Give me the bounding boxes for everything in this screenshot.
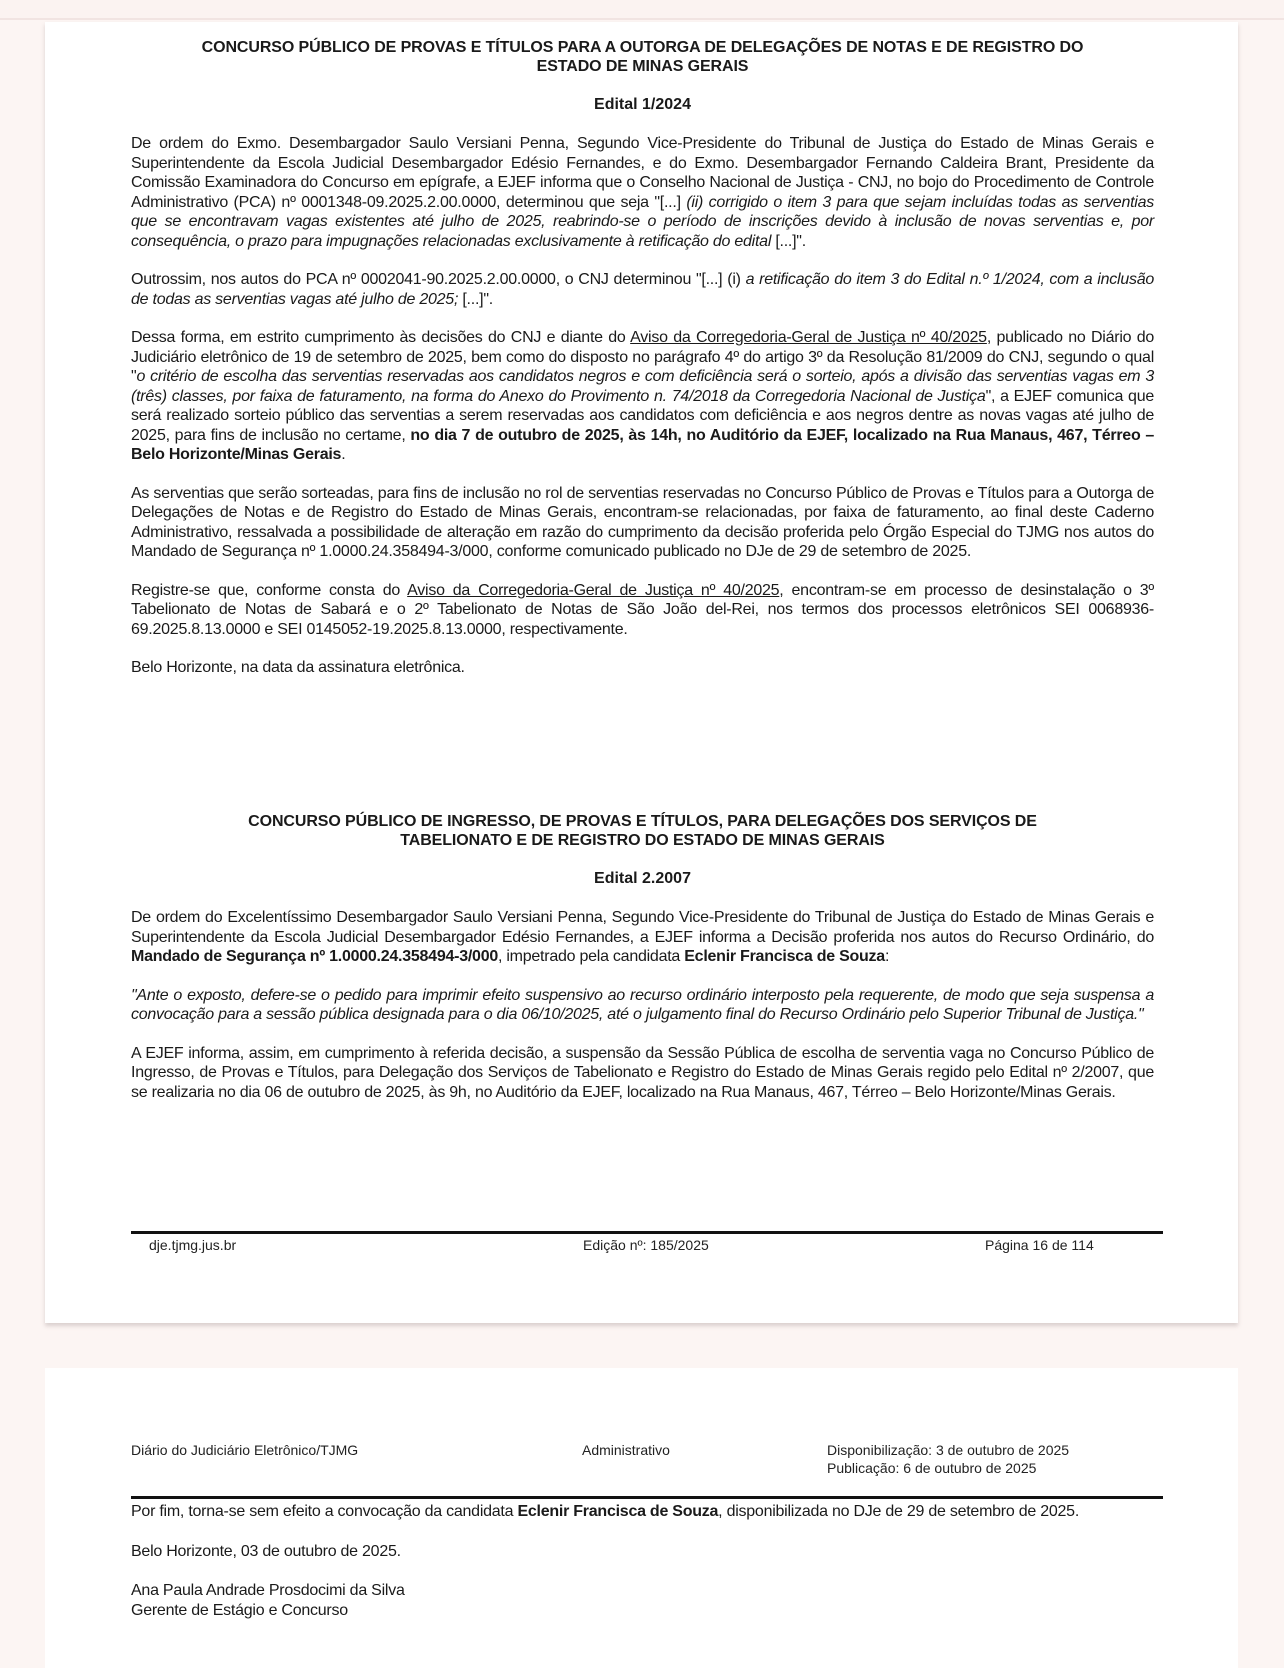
paragraph-6: Belo Horizonte, na data da assinatura eletrônica. [131,659,465,676]
section-edital-2-2007 [131,812,1154,1102]
paragraph-3 [131,328,1154,465]
date-line: Belo Horizonte, 03 de outubro de 2025. [131,1542,401,1560]
section-title [131,812,1154,850]
text: [...]". [458,290,493,308]
text: , impetrado pela candidata [497,948,685,965]
candidate-name-bold: Eclenir Francisca de Souza [684,948,885,965]
text: , publicado no Diário do Judiciário eletrônico de 19 de setembro de 2025, bem como do disposto no parágrafo 4º do artigo 3º da Resolução 81/2009 do CNJ, segundo o qual " [131,329,1155,385]
text: De ordem do Excelentíssimo Desembargador Saulo Versiani Penna, Segundo Vice-Presidente do Tribunal de Justiça do Estado de Minas Gerais e Superintendente da Escola Judicial Desembargador Edésio Fernandes, a EJEF informa a Decisão proferida nos autos do Recurso Ordinário, do [131,909,1154,946]
quote-text: "Ante o exposto, defere-se o pedido para imprimir efeito suspensivo ao recurso ordinário interposto pela requerente, de modo que seja suspensa a convocação para a sessão pública designada para o dia 06/10/2025, até o julgamento final do Recurso Ordinário pelo Superior Tribunal de Justiça." [131,986,1154,1023]
text: ", a EJEF comunica que será realizado sorteio público das serventias a serem reservadas aos candidatos com deficiência e aos negros dentre as novas vagas até julho de 2025, para fins de inclusão no certame, [131,387,1154,444]
italic-quote: a retificação do item 3 do Edital n.º 1/2024, com a inclusão de todas as serventias vagas até julho de 2025; [131,271,1155,308]
paragraph-1 [131,908,1154,967]
text: Outrossim, nos autos do PCA nº 0002041-90.2025.2.00.0000, o CNJ determinou "[...] (i) [131,271,746,288]
header-divider [131,1496,1163,1499]
edital-number: Edital 2.2007 [594,870,691,887]
availability-date: Disponibilização: 3 de outubro de 2025 [827,1442,1070,1458]
text: . [341,446,346,463]
paragraph-2 [131,270,1154,309]
footer-page-number: Página 16 de 114 [985,1237,1094,1253]
mandado-number-bold: Mandado de Segurança nº 1.0000.24.358494-3/000 [131,948,498,965]
candidate-name-bold: Eclenir Francisca de Souza [517,1503,719,1520]
italic-quote: o critério de escolha das serventias reservadas aos candidatos negros e com deficiência será o sorteio, após a divisão das serventias vagas em 3 (três) classes, por faixa de faturamento, na forma do Anexo do Provimento n. 74/2018 da Corregedoria Nacional de Justiça [131,368,1154,405]
title-line-1: CONCURSO PÚBLICO DE INGRESSO, DE PROVAS E TÍTULOS, PARA DELEGAÇÕES DOS SERVIÇOS DE [248,813,1037,830]
footer-edition: Edição nº: 185/2025 [583,1237,709,1253]
header-dates [827,1441,1069,1477]
edital-number: Edital 1/2024 [594,96,691,113]
aviso-reference-link[interactable]: Aviso da Corregedoria-Geral de Justiça nº 40/2025 [407,581,780,599]
text: , disponibilizada no DJe de 29 de setembro de 2025. [718,1503,1080,1520]
signer-role: Gerente de Estágio e Concurso [131,1601,348,1619]
section-title [131,38,1154,76]
title-line-2: ESTADO DE MINAS GERAIS [536,58,749,75]
page-2-body [131,1502,1154,1620]
aviso-reference-link[interactable]: Aviso da Corregedoria-Geral de Justiça nº 40/2025 [630,329,987,346]
signer-name: Ana Paula Andrade Prosdocimi da Silva [131,1582,405,1599]
header-section: Administrativo [582,1442,670,1458]
text: Por fim, torna-se sem efeito a convocação da candidata [131,1503,518,1520]
text: Dessa forma, em estrito cumprimento às decisões do CNJ e diante do [131,329,631,346]
paragraph-4: As serventias que serão sorteadas, para fins de inclusão no rol de serventias reservadas no Concurso Público de Provas e Títulos para a Outorga de Delegações de Notas e de Registro do Estado de Minas Gerais, encontram-se relacionadas, por faixa de faturamento, ao final deste Caderno Administrativo, ressalvada a possibilidade de alteração em razão do cumprimento da decisão proferida pelo Órgão Especial do TJMG nos autos do Mandado de Segurança nº 1.0000.24.358494-3/000, conforme comunicado publicado no DJe de 29 de setembro de 2025. [131,484,1154,560]
title-line-1: CONCURSO PÚBLICO DE PROVAS E TÍTULOS PARA A OUTORGA DE DELEGAÇÕES DE NOTAS E DE REGISTRO DO [201,39,1084,56]
text: De ordem do Exmo. Desembargador Saulo Versiani Penna, Segundo Vice-Presidente do Tribunal de Justiça do Estado de Minas Gerais e Superintendente da Escola Judicial Desembargador Edésio Fernandes, e do Exmo. Desembargador Fernando Caldeira Brant, Presidente da Comissão Examinadora do Concurso em epígrafe, a EJEF informa que o Conselho Nacional de Justiça - CNJ, no bojo do Procedimento de Controle Administrativo (PCA) nº 0001348-09.2025.2.00.0000, determinou que seja "[...] [131,135,1154,211]
publication-date: Publicação: 6 de outubro de 2025 [827,1460,1037,1476]
viewer-top-bar [0,0,1284,20]
text: : [884,948,890,965]
italic-quote: (ii) corrigido o item 3 para que sejam incluídas todas as serventias que se encontravam vagas existentes até julho de 2025, reabrindo-se o período de inscrições devido à inclusão de novas serventias e, por consequência, o prazo para impugnações relacionadas exclusivamente à retificação do edital [131,193,1154,250]
title-line-2: TABELIONATO E DE REGISTRO DO ESTADO DE MINAS GERAIS [400,832,885,849]
section-edital-1-2024 [131,38,1154,678]
paragraph-5 [131,581,1154,640]
footer-divider [131,1231,1163,1234]
paragraph-final [131,1502,1154,1522]
footer-site: dje.tjmg.jus.br [149,1237,237,1253]
header-journal: Diário do Judiciário Eletrônico/TJMG [131,1442,359,1458]
text: , encontram-se em processo de desinstalação o 3º Tabelionato de Notas de Sabará e o 2º Tabelionato de Notas de São João del-Rei, nos termos dos processos eletrônicos SEI 0068936-69.2025.8.13.0000 e SEI 0145052-19.2025.8.13.0000, respectivamente. [131,581,1155,638]
decision-quote [131,986,1154,1025]
document-page-17 [45,1368,1238,1668]
text: [...]". [771,232,806,250]
event-details-bold: no dia 7 de outubro de 2025, às 14h, no Auditório da EJEF, localizado na Rua Manaus, 467, Térreo – Belo Horizonte/Minas Gerais [131,426,1154,463]
paragraph-1 [131,134,1154,251]
document-page-16 [45,22,1238,1323]
paragraph-2: A EJEF informa, assim, em cumprimento à referida decisão, a suspensão da Sessão Pública de escolha de serventia vaga no Concurso Público de Ingresso, de Provas e Títulos, para Delegação dos Serviços de Tabelionato e Registro do Estado de Minas Gerais regido pelo Edital nº 2/2007, que se realizaria no dia 06 de outubro de 2025, às 9h, no Auditório da EJEF, localizado na Rua Manaus, 467, Térreo – Belo Horizonte/Minas Gerais. [131,1044,1154,1101]
text: Registre-se que, conforme consta do [131,581,408,599]
